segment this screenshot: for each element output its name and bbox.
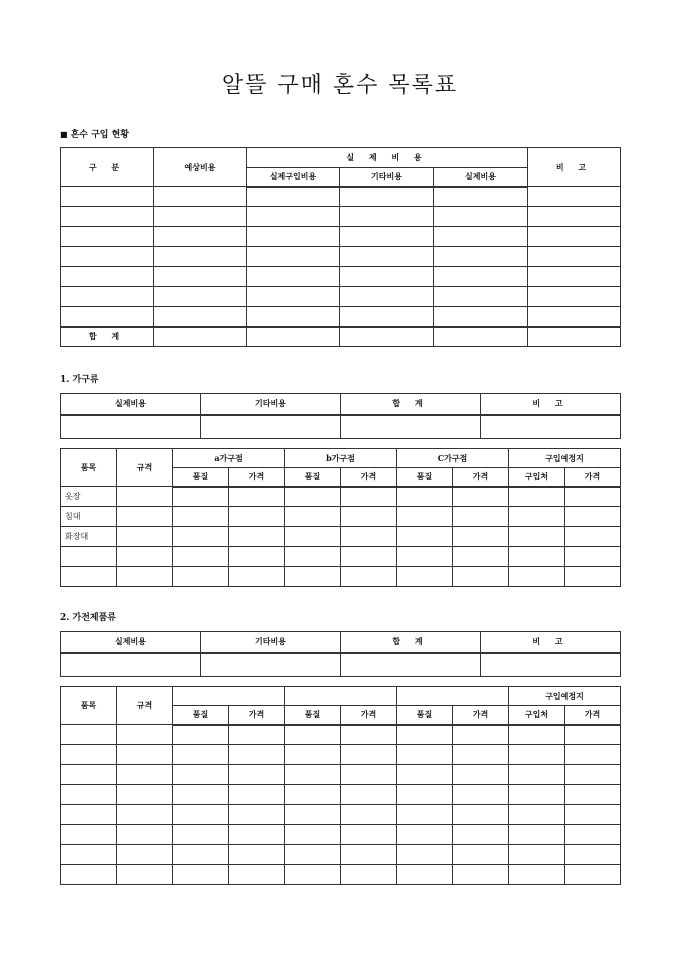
table-cell[interactable] (397, 825, 453, 845)
table-cell[interactable] (434, 247, 528, 267)
table-row (61, 805, 621, 825)
table-cell[interactable] (509, 865, 565, 885)
table-cell[interactable] (117, 547, 173, 567)
table-row (61, 507, 621, 527)
header-planned-store: 구입예정지 (509, 449, 621, 468)
table-cell[interactable] (434, 227, 528, 247)
header-quality: 품질 (173, 468, 229, 487)
header-store-b: b가구점 (285, 449, 397, 468)
table-cell[interactable] (397, 527, 453, 547)
table-cell[interactable] (340, 207, 434, 227)
table-cell[interactable] (285, 507, 341, 527)
table-cell[interactable] (154, 307, 247, 327)
item-name: 옷장 (61, 487, 117, 507)
table-cell[interactable] (565, 805, 621, 825)
table-cell[interactable] (565, 865, 621, 885)
total-row (61, 327, 621, 347)
table-cell[interactable] (565, 527, 621, 547)
summary-table (60, 147, 621, 347)
table-cell[interactable] (397, 745, 453, 765)
table-cell[interactable] (453, 547, 509, 567)
table-cell[interactable] (173, 805, 229, 825)
header-store-c: C가구점 (397, 449, 509, 468)
header-price: 가격 (565, 468, 621, 487)
table-cell[interactable] (61, 845, 117, 865)
summary-label: 혼수 구입 현황 (70, 130, 129, 140)
table-cell[interactable] (453, 765, 509, 785)
table-row (61, 307, 621, 327)
table-cell[interactable] (61, 653, 201, 677)
table-cell[interactable] (340, 227, 434, 247)
table-cell[interactable] (509, 507, 565, 527)
table-cell[interactable] (434, 267, 528, 287)
table-cell[interactable] (173, 725, 229, 745)
table-cell[interactable] (565, 745, 621, 765)
header-spec: 규격 (117, 687, 173, 725)
table-row (61, 547, 621, 567)
table-cell[interactable] (285, 865, 341, 885)
table-cell[interactable] (173, 865, 229, 885)
table-cell[interactable] (434, 307, 528, 327)
table-cell[interactable] (117, 825, 173, 845)
table-row (61, 415, 621, 439)
table-cell[interactable] (509, 527, 565, 547)
table-cell[interactable] (509, 825, 565, 845)
table-cell[interactable] (247, 207, 340, 227)
header-store-a: a가구점 (173, 449, 285, 468)
header-category: 구 분 (61, 148, 154, 187)
table-cell[interactable] (229, 825, 285, 845)
table-cell[interactable] (341, 745, 397, 765)
header-quality: 품질 (285, 706, 341, 725)
table-cell[interactable] (229, 765, 285, 785)
table-cell[interactable] (453, 805, 509, 825)
table-row (61, 653, 621, 677)
table-cell[interactable] (434, 287, 528, 307)
table-cell[interactable] (154, 327, 247, 347)
header-quality: 품질 (285, 468, 341, 487)
item-name (61, 547, 117, 567)
furniture-cost-table (60, 393, 621, 439)
table-cell[interactable] (509, 745, 565, 765)
table-cell[interactable] (61, 725, 117, 745)
header-actual-cost-group: 실 제 비 용 (247, 148, 528, 168)
table-cell[interactable] (117, 745, 173, 765)
table-cell[interactable] (341, 507, 397, 527)
table-cell[interactable] (397, 567, 453, 587)
table-cell[interactable] (61, 307, 154, 327)
appliances-item-table (60, 686, 621, 885)
table-cell[interactable] (341, 785, 397, 805)
header-planned-store: 구입예정지 (509, 687, 621, 706)
page-title: 알뜰 구매 혼수 목록표 (221, 73, 459, 98)
table-cell[interactable] (173, 745, 229, 765)
furniture-item-table (60, 448, 621, 587)
table-cell[interactable] (201, 415, 341, 439)
table-row (61, 745, 621, 765)
table-cell[interactable] (565, 487, 621, 507)
header-other-cost: 기타비용 (201, 632, 341, 653)
header-price: 가격 (229, 706, 285, 725)
table-cell[interactable] (247, 187, 340, 207)
table-cell[interactable] (434, 187, 528, 207)
table-row (61, 247, 621, 267)
table-row (61, 487, 621, 507)
table-cell[interactable] (565, 567, 621, 587)
table-cell[interactable] (341, 567, 397, 587)
table-cell[interactable] (61, 207, 154, 227)
table-cell[interactable] (509, 487, 565, 507)
header-store-blank[interactable] (397, 687, 509, 706)
table-cell[interactable] (173, 527, 229, 547)
table-cell[interactable] (61, 745, 117, 765)
header-price: 가격 (453, 706, 509, 725)
header-note: 비 고 (481, 632, 621, 653)
table-cell[interactable] (229, 487, 285, 507)
table-cell[interactable] (61, 247, 154, 267)
table-cell[interactable] (565, 547, 621, 567)
table-cell[interactable] (565, 765, 621, 785)
table-cell[interactable] (229, 507, 285, 527)
table-cell[interactable] (528, 327, 621, 347)
item-name: 침대 (61, 507, 117, 527)
table-cell[interactable] (229, 527, 285, 547)
table-cell[interactable] (154, 287, 247, 307)
table-cell[interactable] (397, 845, 453, 865)
header-quality: 품질 (397, 706, 453, 725)
table-cell[interactable] (117, 725, 173, 745)
table-cell[interactable] (453, 785, 509, 805)
table-cell[interactable] (528, 227, 621, 247)
table-cell[interactable] (285, 725, 341, 745)
table-cell[interactable] (173, 567, 229, 587)
table-cell[interactable] (154, 227, 247, 247)
header-purchase-place: 구입처 (509, 468, 565, 487)
table-cell[interactable] (117, 865, 173, 885)
table-cell[interactable] (509, 785, 565, 805)
table-cell[interactable] (247, 327, 340, 347)
table-cell[interactable] (509, 805, 565, 825)
table-cell[interactable] (229, 567, 285, 587)
header-store-blank[interactable] (173, 687, 285, 706)
table-cell[interactable] (397, 547, 453, 567)
table-cell[interactable] (397, 507, 453, 527)
header-price: 가격 (453, 468, 509, 487)
header-quality: 품질 (397, 468, 453, 487)
table-cell[interactable] (341, 865, 397, 885)
table-cell[interactable] (341, 527, 397, 547)
table-cell[interactable] (509, 725, 565, 745)
table-cell[interactable] (453, 567, 509, 587)
table-row (61, 187, 621, 207)
table-cell[interactable] (61, 267, 154, 287)
table-cell[interactable] (341, 653, 481, 677)
table-cell[interactable] (341, 547, 397, 567)
table-cell[interactable] (117, 845, 173, 865)
header-store-blank[interactable] (285, 687, 397, 706)
table-row (61, 785, 621, 805)
table-cell[interactable] (509, 547, 565, 567)
table-cell[interactable] (453, 527, 509, 547)
table-row (61, 567, 621, 587)
table-cell[interactable] (154, 247, 247, 267)
table-row (61, 865, 621, 885)
table-row (61, 227, 621, 247)
table-cell[interactable] (229, 845, 285, 865)
header-expected-cost: 예상비용 (154, 148, 247, 187)
header-total: 합 계 (341, 394, 481, 415)
header-actual-purchase: 실제구입비용 (247, 168, 340, 187)
table-cell[interactable] (528, 207, 621, 227)
header-other-cost: 기타비용 (201, 394, 341, 415)
table-cell[interactable] (247, 227, 340, 247)
table-cell[interactable] (173, 825, 229, 845)
table-cell[interactable] (565, 845, 621, 865)
header-actual-cost: 실제비용 (61, 394, 201, 415)
table-cell[interactable] (481, 415, 621, 439)
table-cell[interactable] (117, 507, 173, 527)
table-row (61, 267, 621, 287)
table-cell[interactable] (117, 805, 173, 825)
total-label: 합 계 (61, 327, 154, 347)
table-cell[interactable] (61, 287, 154, 307)
header-item: 품목 (61, 449, 117, 487)
furniture-section-label: 1. 가구류 (60, 375, 99, 385)
table-cell[interactable] (173, 547, 229, 567)
table-cell[interactable] (61, 785, 117, 805)
square-bullet-icon: ■ (60, 129, 68, 139)
header-item: 품목 (61, 687, 117, 725)
table-cell[interactable] (285, 487, 341, 507)
table-cell[interactable] (341, 725, 397, 745)
table-cell[interactable] (229, 785, 285, 805)
table-cell[interactable] (285, 805, 341, 825)
table-cell[interactable] (397, 865, 453, 885)
table-cell[interactable] (453, 507, 509, 527)
table-cell[interactable] (285, 765, 341, 785)
table-cell[interactable] (434, 207, 528, 227)
table-cell[interactable] (61, 825, 117, 845)
header-purchase-place: 구입처 (509, 706, 565, 725)
table-cell[interactable] (453, 825, 509, 845)
appliances-section-label: 2. 가전제품류 (60, 613, 116, 623)
table-cell[interactable] (247, 247, 340, 267)
item-name: 화장대 (61, 527, 117, 547)
header-total: 합 계 (341, 632, 481, 653)
table-cell[interactable] (61, 765, 117, 785)
table-cell[interactable] (285, 825, 341, 845)
table-cell[interactable] (285, 745, 341, 765)
table-cell[interactable] (173, 487, 229, 507)
table-cell[interactable] (117, 567, 173, 587)
header-price: 가격 (341, 706, 397, 725)
table-cell[interactable] (397, 487, 453, 507)
table-cell[interactable] (61, 187, 154, 207)
table-cell[interactable] (453, 865, 509, 885)
table-cell[interactable] (285, 527, 341, 547)
table-cell[interactable] (341, 487, 397, 507)
item-name (61, 567, 117, 587)
table-row (61, 845, 621, 865)
table-cell[interactable] (341, 805, 397, 825)
header-note: 비 고 (481, 394, 621, 415)
table-cell[interactable] (229, 805, 285, 825)
table-row (61, 527, 621, 547)
table-cell[interactable] (61, 805, 117, 825)
header-note: 비 고 (528, 148, 621, 187)
table-cell[interactable] (340, 267, 434, 287)
table-row (61, 725, 621, 745)
table-cell[interactable] (340, 327, 434, 347)
table-cell[interactable] (397, 765, 453, 785)
table-cell[interactable] (340, 287, 434, 307)
table-cell[interactable] (247, 267, 340, 287)
table-cell[interactable] (173, 507, 229, 527)
table-cell[interactable] (285, 567, 341, 587)
table-cell[interactable] (397, 805, 453, 825)
table-cell[interactable] (341, 825, 397, 845)
table-cell[interactable] (247, 287, 340, 307)
table-cell[interactable] (453, 725, 509, 745)
table-cell[interactable] (528, 307, 621, 327)
table-cell[interactable] (340, 307, 434, 327)
table-cell[interactable] (173, 765, 229, 785)
table-cell[interactable] (340, 247, 434, 267)
table-cell[interactable] (61, 227, 154, 247)
table-cell[interactable] (481, 653, 621, 677)
appliances-cost-table (60, 631, 621, 677)
table-cell[interactable] (117, 785, 173, 805)
header-spec: 규격 (117, 449, 173, 487)
table-cell[interactable] (229, 547, 285, 567)
table-cell[interactable] (565, 825, 621, 845)
header-actual-cost: 실제비용 (434, 168, 528, 187)
table-cell[interactable] (397, 725, 453, 745)
table-cell[interactable] (509, 567, 565, 587)
header-price: 가격 (229, 468, 285, 487)
table-cell[interactable] (173, 785, 229, 805)
table-cell[interactable] (247, 307, 340, 327)
table-cell[interactable] (453, 845, 509, 865)
header-price: 가격 (565, 706, 621, 725)
table-cell[interactable] (565, 507, 621, 527)
table-cell[interactable] (285, 785, 341, 805)
table-cell[interactable] (528, 267, 621, 287)
table-cell[interactable] (229, 745, 285, 765)
table-cell[interactable] (61, 865, 117, 885)
table-cell[interactable] (61, 415, 201, 439)
table-cell[interactable] (528, 247, 621, 267)
table-cell[interactable] (285, 547, 341, 567)
table-cell[interactable] (434, 327, 528, 347)
table-cell[interactable] (117, 765, 173, 785)
table-cell[interactable] (453, 487, 509, 507)
table-cell[interactable] (528, 287, 621, 307)
table-cell[interactable] (285, 845, 341, 865)
table-cell[interactable] (528, 187, 621, 207)
header-quality: 품질 (173, 706, 229, 725)
table-cell[interactable] (154, 267, 247, 287)
table-cell[interactable] (117, 527, 173, 547)
table-row (61, 765, 621, 785)
table-cell[interactable] (509, 765, 565, 785)
table-row (61, 287, 621, 307)
table-cell[interactable] (154, 187, 247, 207)
table-cell[interactable] (565, 725, 621, 745)
table-cell[interactable] (341, 845, 397, 865)
table-row (61, 825, 621, 845)
header-other-cost: 기타비용 (340, 168, 434, 187)
table-cell[interactable] (565, 785, 621, 805)
table-cell[interactable] (509, 845, 565, 865)
header-actual-cost: 실제비용 (61, 632, 201, 653)
table-cell[interactable] (229, 725, 285, 745)
header-price: 가격 (341, 468, 397, 487)
table-cell[interactable] (229, 865, 285, 885)
summary-section-label (60, 128, 129, 140)
table-row (61, 207, 621, 227)
table-cell[interactable] (341, 415, 481, 439)
table-cell[interactable] (340, 187, 434, 207)
table-cell[interactable] (341, 765, 397, 785)
table-cell[interactable] (173, 845, 229, 865)
table-cell[interactable] (154, 207, 247, 227)
table-cell[interactable] (397, 785, 453, 805)
table-cell[interactable] (117, 487, 173, 507)
table-cell[interactable] (201, 653, 341, 677)
table-cell[interactable] (453, 745, 509, 765)
